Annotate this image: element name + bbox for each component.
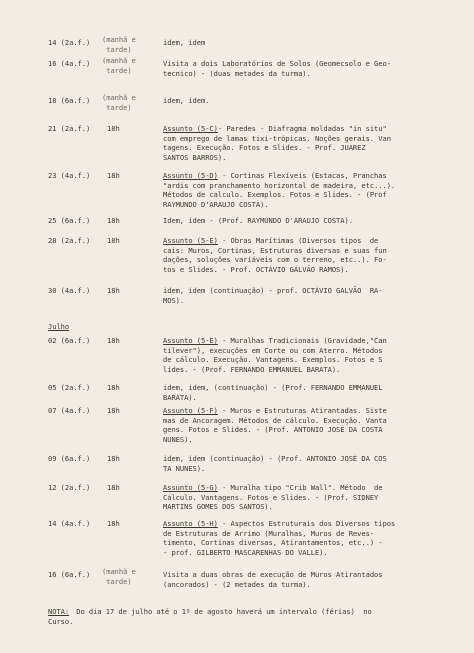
entry-time: 18h: [107, 236, 120, 245]
entry-date: 30 (4a.f.): [48, 286, 91, 295]
entry-date: 14 (4a.f.): [48, 519, 91, 528]
entry-date: 14 (2a.f.): [48, 38, 91, 47]
entry-text-line: Assunto (5-H) - Aspectos Estruturais dos Diversos tipos: [163, 519, 396, 528]
entry-text-line: tecnico) - (duas metades da turma).: [163, 68, 311, 78]
entry-date: 28 (2a.f.): [48, 236, 91, 245]
entry-date: 25 (6a.f.): [48, 216, 91, 225]
entry-text-line: BARATA).: [163, 392, 197, 402]
entry-text-line: Métodos de calculo. Exemplos. Fotos e Slides. - (Prof: [163, 190, 387, 200]
entry-time: 18h: [107, 171, 120, 180]
entry-date: 21 (2a.f.): [48, 124, 91, 133]
entry-text-line: com emprego de lamas tixi-trópicas. Noções gerais. Van: [163, 133, 391, 143]
entry-text-line: gens. Fotos e Slides. - (Prof. ANTONIO JOSÉ DA COSTA: [163, 425, 383, 435]
entry-text-line: MARTINS GOMES DOS SANTOS).: [163, 502, 273, 512]
entry-text-line: Assunto (5-C)- Paredes - Diafragma moldadas "in situ": [163, 124, 387, 133]
entry-date: 16 (4a.f.): [48, 59, 91, 68]
entry-date: 02 (6a.f.): [48, 336, 91, 345]
entry-time: 18h: [107, 483, 120, 492]
entry-text-line: RAYMUNDO D'ARAUJO COSTA).: [163, 199, 269, 209]
entry-date: 12 (2a.f.): [48, 483, 91, 492]
entry-text-line: Cálculo. Vantagens. Fotos e Slides. - (Prof. SIDNEY: [163, 492, 379, 502]
entry-time: 18h: [107, 406, 120, 415]
entry-text-line: (ancorados) - (2 metades da turma).: [163, 579, 311, 589]
entry-date: 18 (6a.f.): [48, 96, 91, 105]
entry-time: 18h: [107, 454, 120, 463]
entry-text-line: Visita a duas obras de execução de Muros Atirantados: [163, 570, 383, 579]
entry-time: 18h: [107, 336, 120, 345]
entry-date: 23 (4a.f.): [48, 171, 91, 180]
entry-text-line: de Estruturas de Arrimo (Muralhas, Muros de Reves-: [163, 528, 375, 538]
entry-text-line: idem, idem (continuação) - (Prof. ANTONIO JOSÉ DA COS: [163, 454, 387, 463]
entry-time: 18h: [107, 216, 120, 225]
note-label: NOTA:: [48, 607, 70, 616]
entry-text-line: de cálculo. Execução. Vantagens. Exemplos. Fotos e S: [163, 355, 383, 365]
entry-text-line: "ardis com pranchamento horizontal de madeira, etc...).: [163, 180, 396, 190]
entry-text-line: cais: Muros, Cortinas, Estruturas diversas e suas fun: [163, 245, 387, 255]
entry-text-line: - prof. GILBERTO MASCARENHAS DO VALLE).: [163, 547, 328, 557]
entry-date: 07 (4a.f.): [48, 406, 91, 415]
note-line: Curso.: [48, 616, 74, 626]
entry-date: 16 (6a.f.): [48, 570, 91, 579]
entry-text-line: SANTOS BARROS).: [163, 152, 227, 162]
entry-text-line: Assunto (5-G) - Muralha tipo "Crib Wall". Método de: [163, 483, 383, 492]
month-label: Julho: [48, 322, 70, 331]
entry-text-line: lides. - (Prof. FERNANDO EMMANUEL BARATA).: [163, 364, 341, 374]
entry-time: 18h: [107, 286, 120, 295]
entry-text-line: timento, Cortinas diversas, Atirantamentos, etc..) -: [163, 538, 383, 548]
entry-text-line: Assunto (5-E) - Muralhas Tradicionais (Gravidade,"Can: [163, 336, 387, 345]
entry-date: 09 (6a.f.): [48, 454, 91, 463]
entry-text-line: tos e Slides. - Prof. OCTÁVIO GALVÃO RAMOS).: [163, 264, 349, 274]
entry-text-line: Assunto (5-E) - Obras Marítimas (Diversos tipos de: [163, 236, 379, 245]
entry-text-line: idem, idem (continuação) - prof. OCTÁVIO GALVÃO RA-: [163, 286, 383, 295]
entry-period: (manhã e tarde): [102, 567, 136, 586]
entry-text-line: idem, idem: [163, 38, 206, 47]
entry-period: (manhã e tarde): [102, 56, 136, 75]
entry-text-line: tilever"), execuções em Corte ou com Aterro. Métodos: [163, 345, 383, 355]
entry-period: (manhã e tarde): [102, 93, 136, 112]
entry-text-line: Assunto (5-D) - Cortinas Flexíveis (Estacas, Pranchas: [163, 171, 387, 180]
entry-text-line: idem, idem, (continuação) - (Prof. FERNANDO EMMANUEL: [163, 383, 383, 392]
entry-text-line: mas de Ancoragem. Métodos de cálculo. Execução. Vanta: [163, 415, 387, 425]
entry-text-line: dações, soluções variáveis com o terreno, etc..). Fo-: [163, 255, 387, 265]
entry-time: 18h: [107, 383, 120, 392]
entry-period: (manhã e tarde): [102, 35, 136, 54]
entry-text-line: TA NUNES).: [163, 463, 206, 473]
entry-text-line: Visita a dois Laboratórios de Solos (Geomecsolo e Geo-: [163, 59, 391, 68]
entry-time: 18h: [107, 124, 120, 133]
entry-text-line: Assunto (5-F) - Muros e Estruturas Atirantadas. Siste: [163, 406, 387, 415]
entry-time: 18h: [107, 519, 120, 528]
entry-date: 05 (2a.f.): [48, 383, 91, 392]
entry-text-line: Idem, idem - (Prof. RAYMUNDO D'ARAUJO COSTA).: [163, 216, 353, 225]
entry-text-line: tagens. Execução. Fotos e Slides. - Prof. JUAREZ: [163, 143, 366, 153]
entry-text-line: idem, idem.: [163, 96, 210, 105]
note-line: Do dia 17 de julho até o 1º de agosto haverá um intervalo (férias) no: [72, 607, 372, 616]
entry-text-line: NUNES).: [163, 434, 193, 444]
entry-text-line: MOS).: [163, 295, 185, 305]
